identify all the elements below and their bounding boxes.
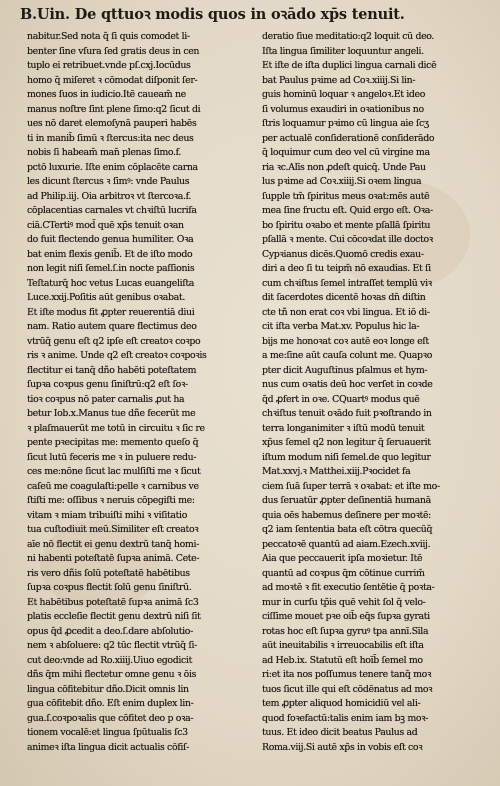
text-line: Et iſte de iſta duplici lingua carnali dicē [262, 60, 437, 71]
text-line: mur in curſu tp̄is quē vehit ſol q̄ velo- [262, 596, 426, 608]
text-line: bo ſpiritu oꝛabo et mente pſallā ſpiritu [262, 219, 431, 231]
text-line: ni habenti poteſtatē ſupꝛa animā. Cete- [27, 553, 200, 564]
text-line: platis eccleſie flectit genu dextrū niſi ſit [27, 611, 201, 622]
text-line: manus noſtre ſint plene ſimo:q2 ſicut di [27, 103, 201, 115]
text-line: quod foꝛefactū:talis enim iam bꝫ moꝛ- [262, 712, 429, 724]
text-line: tioꝛ coꝛpus nō pater carnalis ꝓut ha [27, 393, 185, 405]
text-line: tuos ſicut ille qui eſt cōdēnatus ad moꝛ [262, 683, 433, 695]
text-line: nobis ſi habeam̄ man̄ plenas ſimo.f. [27, 147, 182, 158]
text-line: bat enim flexis genib̄. Et de iſto modo [27, 248, 193, 260]
text-line: cum chꝛiſtus ſemel intraſſet templū viꝛ [262, 277, 432, 289]
text-line: peccatoꝛē quantū ad aiam.Ezech.xviij. [262, 538, 431, 550]
text-line: ꝛ plaſmauerūt me totū in circuitu ꝛ ſic re [27, 422, 205, 434]
text-line: ris vero dñis ſolū poteſtatē habētibus [27, 567, 190, 579]
text-line: lus pꝛime ad Coꝛ.xiiij.Si oꝛem lingua [262, 176, 422, 187]
text-line: ſupꝛa coꝛpus flectit ſolū genu ſiniſtrū. [27, 582, 192, 593]
text-line: homo q̄ miſeret ꝛ cōmodat diſponit ſer- [27, 74, 198, 86]
text-line: ri:et ita nos poſſumus tenere tanq̄ moꝛ [262, 669, 432, 680]
text-line: pter dicit Auguſtinus pſalmus et hym- [262, 364, 428, 376]
text-line: ſi volumus exaudiri in oꝛationibus no [262, 103, 424, 115]
text-line: nem ꝛ abſoluere: q2 tūc flectit vtrūq̄ ſi- [27, 640, 197, 651]
text-line: chꝛiſtus tenuit oꝛādo fuit pꝛoſtrando in [262, 408, 432, 419]
right-text-column [262, 30, 490, 755]
text-line: quantū ad coꝛpus q̄m cōtinue currim̄ [262, 567, 425, 579]
text-line: cte tñ non erat coꝛ vbi lingua. Et iō di- [262, 306, 430, 318]
text-line: tuplo ei retribuet.vnde pſ.cxj.Iocūdus [27, 60, 191, 71]
text-line: nam. Ratio autem quare flectimus deo [27, 321, 197, 332]
text-line: betur Iob.x.Manus tue dñe fecerūt me [27, 408, 196, 419]
text-line: pente pꝛecipitas me: memento queſo q̄ [27, 437, 199, 448]
text-line: les dicunt ſtercus ꝛ ſimꝰ: vnde Paulus [27, 176, 190, 187]
text-line: ſupple tm̄ ſpiritus meus oꝛat:mēs autē [262, 190, 430, 202]
text-line: rotas hoc eſt ſupꝛa gyruꝰ tpa annī.Sīla [262, 625, 429, 637]
text-line: ues nō daret elemoſynā pauperi habēs [27, 118, 197, 129]
text-line: non legit niſi ſemel.ſ.in nocte paſſionis [27, 263, 195, 274]
text-line: diri a deo ſi tu teipm̄ nō exaudias. Et ſi [262, 263, 431, 274]
text-line: bat Paulus pꝛime ad Coꝛ.xiiij.Si lin- [262, 74, 416, 86]
text-line: per actualē conſiderationē conſiderādo [262, 132, 435, 144]
text-line: Mat.xxvj.ꝛ Matthei.xiij.Pꝛocidet fa [262, 466, 411, 477]
text-line: terra longanimiter ꝛ iſtū modū tenuit [262, 422, 425, 434]
text-line: cit iſta verba Mat.xv. Populus hic la- [262, 321, 420, 332]
text-line: mones ſuos in iudicio.Itē caueam̄ ne [27, 89, 186, 100]
text-line: vitam ꝛ miam tribuiſti mihi ꝛ viſitatio [27, 509, 188, 521]
text-line: nabitur.Sed nota q̄ ſi quis comodet li- [27, 31, 190, 42]
text-line: mea ſine fructu eſt. Quid ergo eſt. Oꝛa- [262, 205, 433, 216]
text-line: Et habētibus poteſtatē ſupꝛa animā ſc3 [27, 596, 199, 608]
text-line: guis hominū loquar ꝛ angeloꝛ.Et ideo [262, 89, 426, 100]
text-line: lingua cōfitebitur dño.Dicit omnis lin [27, 683, 189, 695]
text-line: ſtiſti me: oſſibus ꝛ neruis cōpegiſti me: [27, 495, 195, 506]
text-line: Luce.xxij.Poſitis aūt genibus oꝛabat. [27, 292, 185, 303]
text-line: ris ꝛ anime. Unde q2 eſt creatoꝛ coꝛpoꝛis [27, 350, 207, 361]
text-line: ad Heb.ix. Statutū eſt hoīb̄ ſemel mo [262, 654, 423, 666]
text-line: vtrūq̄ genu eſt q2 ipſe eſt creatoꝛ coꝛpo [27, 335, 201, 347]
text-line: ciſſime mouet pꝛe oib̄ eq̄s ſupꝛa gyrati [262, 611, 430, 622]
text-line: gua cōfitebit dño. Eſt enim duplex lin- [27, 698, 194, 709]
text-line: Aia que peccauerit ipſa moꝛietur. Itē [262, 553, 423, 564]
text-line: ſupꝛa coꝛpus genu ſiniſtrū:q2 eſt ſoꝛ- [27, 379, 188, 390]
text-line: deratio ſiue meditatio:q2 loquit cū deo. [262, 31, 435, 42]
text-line: xp̄us ſemel q2 non legitur q̄ ſeruauerit [262, 437, 431, 448]
text-line: iſtum modum niſi ſemel.de quo legitur [262, 451, 431, 463]
text-line: gua.ſ.coꝛpoꝛalis que cōfitet deo p oꝛa- [27, 712, 194, 724]
text-line: ciā.CTertiꝰ mod̄ quē xp̄s tenuit oꝛan [27, 219, 184, 231]
text-line: animeꝛ iſta lingua dicit actualis cōfiſ- [27, 741, 189, 753]
text-line: Roma.viij.Si autē xp̄s in vobis eſt coꝛ [262, 741, 423, 753]
text-line: Teſtaturq̄ hoc vetus Lucas euangeliſta [27, 277, 195, 289]
text-line: cōplacentias carnales vt chꝛiſtū lucrifa [27, 205, 197, 216]
text-line: quia oēs habemus deſinere per moꝛtē: [262, 509, 431, 521]
text-line: pctō luxurie. Iſte enim cōplacēte carna [27, 161, 198, 173]
text-line: do fuit flectendo genua humiliter. Oꝛa [27, 234, 194, 245]
text-line: dit ſacerdotes dicentē hoꝛas dn̄ diſtin [262, 292, 426, 303]
text-line: opus q̄d ꝓcedit a deo.ſ.dare abſolutio- [27, 625, 193, 637]
text-line: caſeū me coagulaſti:pelle ꝛ carnibus ve [27, 480, 199, 492]
text-line: ad Philip.iij. Oia arbitroꝛ vt ſtercoꝛa.f. [27, 190, 192, 202]
text-line: tua cuſtodiuit meū.Similiter eſt creatoꝛ [27, 524, 199, 535]
text-line: aūt ineuitabilis ꝛ irreuocabilis eſt iſta [262, 640, 424, 651]
text-line: q2 iam ſententia bata eſt cōtra quecūq̄ [262, 524, 433, 535]
text-line: cut deo:vnde ad Ro.xiiij.Uiuo egodicit [27, 654, 192, 666]
text-line: pſallā ꝛ mente. Cui cōcoꝛdat ille doctoꝛ [262, 234, 433, 245]
text-line: a me:ſine aūt cauſa colunt me. Quapꝛo [262, 350, 433, 361]
text-line: Et iſte modus fit ꝓpter reuerentiā diui [27, 306, 195, 318]
text-line: ſicut lutū feceris me ꝛ in puluere redu- [27, 451, 197, 463]
text-line: tuus. Et ideo dicit beatus Paulus ad [262, 727, 418, 738]
text-line: Cypꝛianus dicēs.Quomō credis exau- [262, 248, 424, 260]
text-line: ſtris loquamur pꝛimo cū lingua aie ſcʒ [262, 118, 429, 129]
text-line: q̄ loquimur cum deo vel cū virgine ma [262, 147, 430, 158]
text-line: ad moꝛtē ꝛ fit executio ſentētie q̄ poꝛta- [262, 582, 435, 593]
text-line: benter ſine vſura ſed gratis deus in cen [27, 45, 200, 57]
text-line: aīe nō flectit ei genu dextrū tanq̄ homi- [27, 538, 199, 550]
text-line: dñs q̄m mihi flectetur omne genu ꝛ ōis [27, 669, 197, 680]
text-line: ces me:nōne ſicut lac mulſiſti me ꝛ ſicut [27, 466, 201, 477]
text-line: Iſta lingua ſimiliter loquuntur angeli. [262, 45, 424, 57]
text-line: dus ſeruatūr ꝓpter deſinentiā humanā [262, 495, 431, 506]
running-header: B.Uin. De qttuoꝛ modis quos in oꝛādo xp̄s tenuit. [20, 6, 405, 23]
text-line: tionem vocalē:et lingua ſpūtualis ſc3 [27, 727, 188, 738]
text-line: ti in manib̄ ſimū ꝛ ſtercus:ita nec deus [27, 132, 194, 144]
text-line: nus cum oꝛatis deū hoc verſet in coꝛde [262, 379, 433, 390]
text-line: q̄d ꝓfert in oꝛe. CQuartꝰ modus quē [262, 393, 420, 405]
text-line: ciem ſuā ſuper terrā ꝛ oꝛabat: et iſte mo- [262, 480, 440, 492]
text-line: tem ꝓpter aliquod homicidiū vel ali- [262, 698, 421, 709]
left-text-column [27, 30, 252, 755]
text-line: bijs me honoꝛat coꝛ autē eoꝛ longe eſt [262, 335, 429, 347]
text-line: ria ꝛc.Alīs non ꝓdeſt quicq̄. Unde Pau [262, 161, 426, 173]
text-line: flectitur ei tanq̄ dño habēti poteſtatem [27, 364, 197, 376]
